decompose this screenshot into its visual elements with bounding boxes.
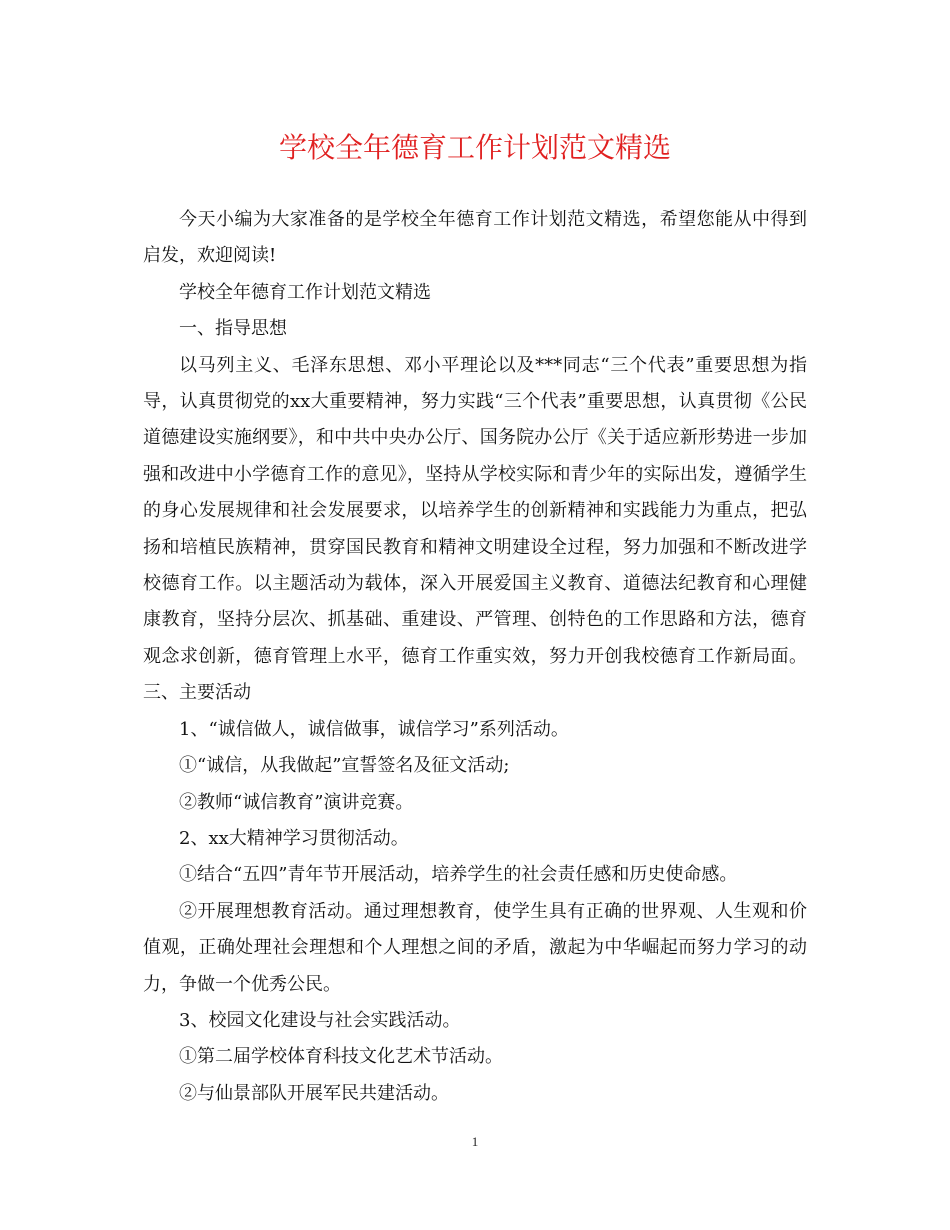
activity-subitem-2-1: ①结合“五四”青年节开展活动，培养学生的社会责任感和历史使命感。 xyxy=(179,864,738,886)
activity-subitem-3-2: ②与仙景部队开展军民共建活动。 xyxy=(179,1082,449,1104)
subtitle-paragraph: 学校全年德育工作计划范文精选 xyxy=(179,281,431,303)
intro-paragraph: 今天小编为大家准备的是学校全年德育工作计划范文精选，希望您能从中得到启发，欢迎阅读! xyxy=(143,209,807,267)
page-number: 1 xyxy=(471,1134,479,1149)
activity-item-2: 2、xx大精神学习贯彻活动。 xyxy=(179,827,409,849)
activity-item-3: 3、校园文化建设与社会实践活动。 xyxy=(179,1009,461,1031)
guiding-ideology-paragraph: 以马列主义、毛泽东思想、邓小平理论以及***同志“三个代表”重要思想为指导，认真贯彻党的xx大重要精神，努力实践“三个代表”重要思想，认真贯彻《公民道德建设实施纲要》，和中共中央办公厅、国务院办公厅《关于适应新形势进一步加强和改进中小学德育工作的意见》，坚持从学校实际和青少年的实际出发，遵循学生的身心发展规律和社会发展要求，以培养学生的创新精神和实践能力为重点，把弘扬和培植民族精神，贯穿国民教育和精神文明建设全过程，努力加强和不断改进学校德育工作。以主题活动为载体，深入开展爱国主义教育、道德法纪教育和心理健康教育，坚持分层次、抓基础、重建设、严管理、创特色的工作思路和方法，德育观念求创新，德育管理上水平，德育工作重实效，努力开创我校德育工作新局面。三、主要活动 xyxy=(143,354,807,704)
document-title: 学校全年德育工作计划范文精选 xyxy=(278,131,671,164)
activity-subitem-2-2: ②开展理想教育活动。通过理想教育，使学生具有正确的世界观、人生观和价值观，正确处理社会理想和个人理想之间的矛盾，激起为中华崛起而努力学习的动力，争做一个优秀公民。 xyxy=(143,900,807,995)
activity-subitem-3-1: ①第二届学校体育科技文化艺术节活动。 xyxy=(179,1046,503,1068)
activity-subitem-1-1: ①“诚信，从我做起”宣誓签名及征文活动; xyxy=(179,755,510,777)
activity-item-1: 1、“诚信做人，诚信做事，诚信学习”系列活动。 xyxy=(179,718,569,740)
document-body xyxy=(143,202,807,1112)
section-heading-guiding-ideology: 一、指导思想 xyxy=(179,318,287,340)
activity-subitem-1-2: ②教师“诚信教育”演讲竞赛。 xyxy=(179,791,414,813)
